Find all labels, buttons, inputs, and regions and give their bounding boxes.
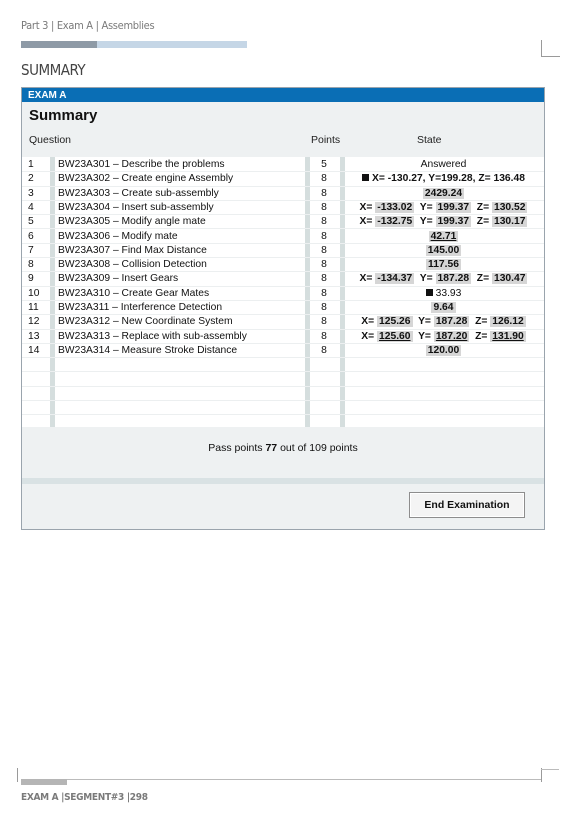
- row-number: 4: [28, 201, 34, 213]
- question-points: 8: [321, 244, 327, 256]
- question-points: 8: [321, 230, 327, 242]
- row-number: 10: [28, 287, 40, 299]
- x-label: X=: [361, 316, 375, 328]
- row-number: 1: [28, 159, 34, 170]
- question-points: 5: [321, 159, 327, 170]
- page-footer: EXAM A |SEGMENT#3 |298: [21, 792, 148, 803]
- y-label: Y=: [418, 316, 431, 328]
- column-header-points: Points: [311, 134, 341, 146]
- row-number: 12: [28, 316, 40, 328]
- state-value: 2429.24: [424, 187, 463, 199]
- header-accent-bar-light: [97, 41, 247, 48]
- pass-suffix: out of 109 points: [277, 442, 358, 454]
- table-row-empty: [22, 386, 544, 401]
- header-accent-bar-dark: [21, 41, 97, 48]
- state-value: 145.00: [427, 244, 460, 256]
- question-name: BW23A301 – Describe the problems: [58, 159, 225, 170]
- question-name: BW23A310 – Create Gear Mates: [58, 287, 210, 299]
- state-value: X= -130.27, Y=199.28, Z= 136.48: [372, 173, 525, 185]
- row-number: 9: [28, 273, 34, 285]
- x-label: X=: [361, 330, 375, 342]
- state-value: Answered: [420, 159, 467, 170]
- state-value: 33.93: [435, 287, 462, 299]
- table-row: [22, 157, 544, 172]
- row-number: 14: [28, 344, 40, 356]
- pass-value: 77: [265, 442, 278, 454]
- table-row: [22, 171, 544, 186]
- question-state: [346, 215, 541, 228]
- panel-title: Summary: [29, 107, 98, 124]
- state-value: 42.71: [430, 230, 457, 242]
- question-points: 8: [321, 316, 327, 328]
- question-name: BW23A314 – Measure Stroke Distance: [58, 344, 238, 356]
- x-value: -134.37: [377, 273, 413, 285]
- question-state: [346, 301, 541, 314]
- y-label: Y=: [419, 216, 433, 228]
- question-name: BW23A312 – New Coordinate System: [58, 316, 233, 328]
- question-points: 8: [321, 216, 327, 228]
- footer-rule-right: [541, 769, 559, 770]
- section-title: SUMMARY: [21, 61, 86, 79]
- crop-mark-top-right: [541, 40, 560, 57]
- question-name: BW23A306 – Modify mate: [58, 230, 178, 242]
- z-value: 130.52: [493, 201, 526, 213]
- y-label: Y=: [419, 273, 433, 285]
- question-state: [346, 201, 541, 214]
- question-state: [346, 230, 541, 243]
- question-points: 8: [321, 287, 327, 299]
- table-row: [22, 257, 544, 272]
- table-row-empty: [22, 372, 544, 387]
- row-number: 13: [28, 330, 40, 342]
- y-value: 199.37: [437, 216, 470, 228]
- z-label: Z=: [475, 330, 488, 342]
- question-points: 8: [321, 173, 327, 185]
- results-table: [22, 157, 544, 427]
- question-state: [346, 158, 541, 171]
- table-row: [22, 286, 544, 301]
- question-points: 8: [321, 187, 327, 199]
- table-row-empty: [22, 357, 544, 372]
- crop-mark-bottom-right: [541, 768, 558, 782]
- row-number: 2: [28, 173, 34, 185]
- row-number: 7: [28, 244, 34, 256]
- table-row: [22, 343, 544, 358]
- state-value: 120.00: [427, 344, 460, 356]
- question-state: [346, 244, 541, 257]
- z-value: 130.17: [493, 216, 526, 228]
- table-row: [22, 329, 544, 344]
- table-row: [22, 271, 544, 286]
- table-row: [22, 300, 544, 315]
- table-row: [22, 200, 544, 215]
- row-number: 11: [28, 302, 39, 313]
- question-state: [346, 272, 541, 285]
- y-value: 199.37: [437, 201, 470, 213]
- question-points: 8: [321, 330, 327, 342]
- panel-header-label: EXAM A: [22, 88, 544, 102]
- marker-square-icon: [426, 289, 433, 296]
- state-value: 9.64: [433, 302, 454, 313]
- question-points: 8: [321, 344, 327, 356]
- y-label: Y=: [419, 201, 433, 213]
- table-row: [22, 186, 544, 201]
- question-name: BW23A303 – Create sub-assembly: [58, 187, 219, 199]
- question-state: [346, 172, 541, 185]
- z-label: Z=: [476, 273, 490, 285]
- column-header-question: Question: [29, 134, 72, 146]
- question-name: BW23A311 – Interference Detection: [58, 302, 223, 313]
- question-name: BW23A308 – Collision Detection: [58, 259, 207, 271]
- question-state: [346, 315, 541, 328]
- summary-panel: [21, 87, 545, 530]
- question-name: BW23A305 – Modify angle mate: [58, 216, 206, 228]
- y-value: 187.28: [437, 273, 470, 285]
- question-points: 8: [321, 259, 327, 271]
- question-name: BW23A313 – Replace with sub-assembly: [58, 330, 247, 342]
- row-number: 6: [28, 230, 34, 242]
- question-state: [346, 287, 541, 300]
- z-value: 131.90: [492, 330, 524, 342]
- table-row: [22, 314, 544, 329]
- question-name: BW23A307 – Find Max Distance: [58, 244, 207, 256]
- y-value: 187.28: [435, 316, 468, 328]
- question-name: BW23A309 – Insert Gears: [58, 273, 179, 285]
- question-points: 8: [321, 302, 327, 313]
- page-header: Part 3 | Exam A | Assemblies: [21, 19, 155, 32]
- panel-divider: [22, 478, 544, 484]
- x-label: X=: [359, 273, 373, 285]
- z-label: Z=: [476, 201, 490, 213]
- question-name: BW23A302 – Create engine Assembly: [58, 173, 234, 185]
- row-number: 3: [28, 187, 34, 199]
- x-value: 125.60: [379, 330, 411, 342]
- z-value: 126.12: [492, 316, 524, 328]
- z-label: Z=: [475, 316, 488, 328]
- footer-accent-bar: [21, 779, 67, 785]
- question-state: [346, 330, 541, 343]
- row-number: 5: [28, 216, 34, 228]
- x-label: X=: [359, 216, 373, 228]
- question-state: [346, 344, 541, 357]
- x-value: -132.75: [377, 216, 413, 228]
- state-value: 117.56: [428, 259, 459, 271]
- x-value: 125.26: [379, 316, 411, 328]
- table-row: [22, 229, 544, 244]
- pass-prefix: Pass points: [208, 442, 266, 454]
- table-row: [22, 214, 544, 229]
- y-label: Y=: [418, 330, 431, 342]
- row-number: 8: [28, 259, 34, 271]
- z-value: 130.47: [493, 273, 526, 285]
- x-label: X=: [359, 201, 373, 213]
- question-points: 8: [321, 273, 327, 285]
- question-state: [346, 187, 541, 200]
- end-examination-button[interactable]: End Examination: [409, 492, 525, 518]
- x-value: -133.02: [377, 201, 413, 213]
- z-label: Z=: [476, 216, 490, 228]
- question-points: 8: [321, 201, 327, 213]
- question-name: BW23A304 – Insert sub-assembly: [58, 201, 214, 213]
- marker-square-icon: [362, 174, 369, 181]
- column-header-state: State: [417, 134, 442, 146]
- table-row-empty: [22, 400, 544, 415]
- table-row: [22, 243, 544, 258]
- footer-rule: [21, 779, 541, 780]
- question-state: [346, 258, 541, 271]
- pass-points-summary: [22, 442, 544, 454]
- y-value: 187.20: [435, 330, 468, 342]
